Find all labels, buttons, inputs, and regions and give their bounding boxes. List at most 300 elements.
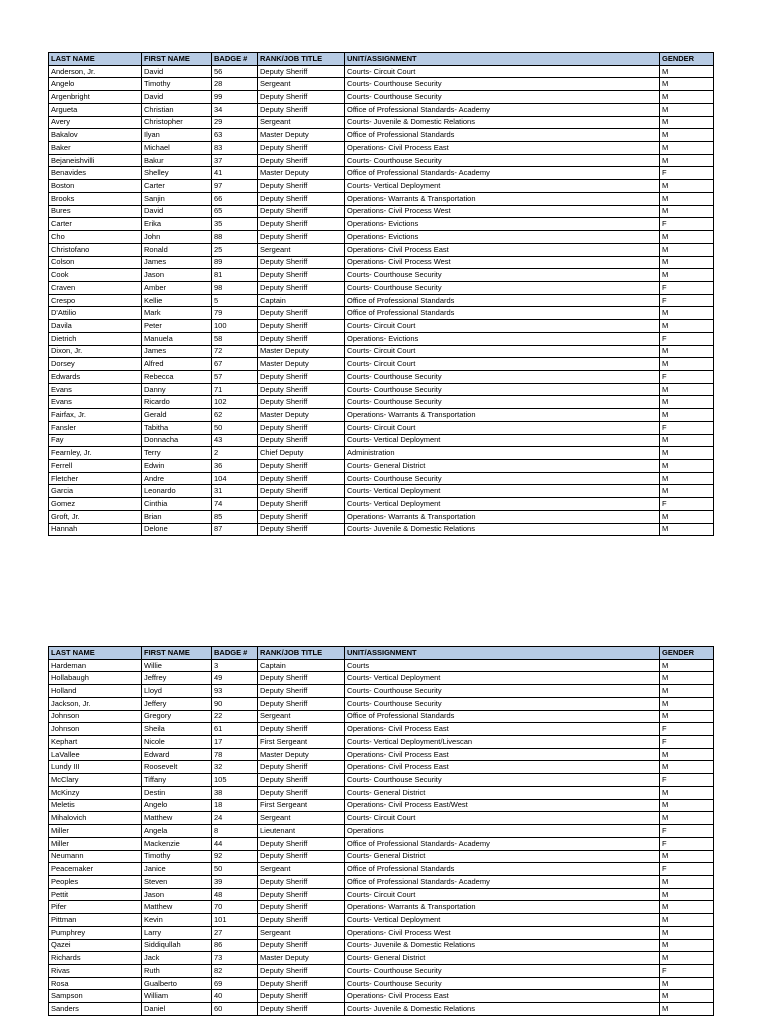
first-name-cell: Jason bbox=[142, 269, 212, 282]
header-row bbox=[49, 647, 714, 660]
gender-cell: M bbox=[660, 952, 714, 965]
gender-cell: M bbox=[660, 142, 714, 155]
rank-cell: Deputy Sheriff bbox=[258, 977, 345, 990]
table-row bbox=[49, 167, 714, 180]
table-row bbox=[49, 269, 714, 282]
table-row bbox=[49, 332, 714, 345]
roster-table-2 bbox=[48, 646, 714, 1016]
unit-cell: Courts- Vertical Deployment bbox=[345, 498, 660, 511]
last-name-cell: Pittman bbox=[49, 914, 142, 927]
gender-cell: M bbox=[660, 154, 714, 167]
first-name-cell: Mark bbox=[142, 307, 212, 320]
first-name-cell: Matthew bbox=[142, 901, 212, 914]
badge-cell: 29 bbox=[212, 116, 258, 129]
badge-cell: 31 bbox=[212, 485, 258, 498]
header-first-name: FIRST NAME bbox=[142, 53, 212, 66]
table-row bbox=[49, 218, 714, 231]
first-name-cell: Shelley bbox=[142, 167, 212, 180]
rank-cell: Deputy Sheriff bbox=[258, 370, 345, 383]
badge-cell: 82 bbox=[212, 964, 258, 977]
badge-cell: 81 bbox=[212, 269, 258, 282]
gender-cell: M bbox=[660, 78, 714, 91]
gender-cell: M bbox=[660, 91, 714, 104]
table-row bbox=[49, 180, 714, 193]
first-name-cell: Bakur bbox=[142, 154, 212, 167]
gender-cell: M bbox=[660, 256, 714, 269]
rank-cell: Sergeant bbox=[258, 710, 345, 723]
badge-cell: 85 bbox=[212, 510, 258, 523]
last-name-cell: Craven bbox=[49, 281, 142, 294]
first-name-cell: Lloyd bbox=[142, 685, 212, 698]
badge-cell: 18 bbox=[212, 799, 258, 812]
unit-cell: Office of Professional Standards- Academy bbox=[345, 875, 660, 888]
rank-cell: Deputy Sheriff bbox=[258, 91, 345, 104]
first-name-cell: Jeffery bbox=[142, 697, 212, 710]
gender-cell: M bbox=[660, 231, 714, 244]
badge-cell: 3 bbox=[212, 659, 258, 672]
last-name-cell: Hannah bbox=[49, 523, 142, 536]
rank-cell: Sergeant bbox=[258, 116, 345, 129]
gender-cell: M bbox=[660, 345, 714, 358]
gender-cell: M bbox=[660, 914, 714, 927]
last-name-cell: Rosa bbox=[49, 977, 142, 990]
table-row bbox=[49, 875, 714, 888]
unit-cell: Courts- Courthouse Security bbox=[345, 472, 660, 485]
gender-cell: M bbox=[660, 786, 714, 799]
badge-cell: 49 bbox=[212, 672, 258, 685]
table-row bbox=[49, 710, 714, 723]
unit-cell: Courts- Courthouse Security bbox=[345, 383, 660, 396]
rank-cell: Master Deputy bbox=[258, 167, 345, 180]
unit-cell: Courts- Circuit Court bbox=[345, 358, 660, 371]
badge-cell: 5 bbox=[212, 294, 258, 307]
rank-cell: Sergeant bbox=[258, 243, 345, 256]
last-name-cell: Davila bbox=[49, 320, 142, 333]
first-name-cell: James bbox=[142, 256, 212, 269]
table-row bbox=[49, 685, 714, 698]
first-name-cell: Angela bbox=[142, 825, 212, 838]
unit-cell: Courts- Vertical Deployment bbox=[345, 914, 660, 927]
rank-cell: Deputy Sheriff bbox=[258, 685, 345, 698]
last-name-cell: Johnson bbox=[49, 723, 142, 736]
first-name-cell: Steven bbox=[142, 875, 212, 888]
gender-cell: M bbox=[660, 510, 714, 523]
gender-cell: M bbox=[660, 672, 714, 685]
unit-cell: Courts- General District bbox=[345, 952, 660, 965]
gender-cell: F bbox=[660, 837, 714, 850]
last-name-cell: Sampson bbox=[49, 990, 142, 1003]
first-name-cell: Gerald bbox=[142, 409, 212, 422]
gender-cell: M bbox=[660, 269, 714, 282]
table-row bbox=[49, 736, 714, 749]
table-row bbox=[49, 396, 714, 409]
table-row bbox=[49, 116, 714, 129]
last-name-cell: Crespo bbox=[49, 294, 142, 307]
gender-cell: F bbox=[660, 498, 714, 511]
table-row bbox=[49, 659, 714, 672]
badge-cell: 71 bbox=[212, 383, 258, 396]
badge-cell: 98 bbox=[212, 281, 258, 294]
gender-cell: F bbox=[660, 825, 714, 838]
badge-cell: 88 bbox=[212, 231, 258, 244]
first-name-cell: Jeffrey bbox=[142, 672, 212, 685]
unit-cell: Courts- General District bbox=[345, 460, 660, 473]
header-rank: RANK/JOB TITLE bbox=[258, 53, 345, 66]
badge-cell: 24 bbox=[212, 812, 258, 825]
table-row bbox=[49, 761, 714, 774]
badge-cell: 61 bbox=[212, 723, 258, 736]
last-name-cell: McKinzy bbox=[49, 786, 142, 799]
header-gender: GENDER bbox=[660, 53, 714, 66]
unit-cell: Courts- Courthouse Security bbox=[345, 964, 660, 977]
unit-cell: Operations- Civil Process East bbox=[345, 748, 660, 761]
unit-cell: Office of Professional Standards bbox=[345, 863, 660, 876]
table-row bbox=[49, 65, 714, 78]
table-row bbox=[49, 231, 714, 244]
table-row bbox=[49, 939, 714, 952]
last-name-cell: Edwards bbox=[49, 370, 142, 383]
last-name-cell: Argueta bbox=[49, 103, 142, 116]
last-name-cell: Cook bbox=[49, 269, 142, 282]
badge-cell: 56 bbox=[212, 65, 258, 78]
last-name-cell: Bejaneishvilli bbox=[49, 154, 142, 167]
rank-cell: Deputy Sheriff bbox=[258, 498, 345, 511]
first-name-cell: Edward bbox=[142, 748, 212, 761]
unit-cell: Courts- Courthouse Security bbox=[345, 91, 660, 104]
table-row bbox=[49, 850, 714, 863]
badge-cell: 86 bbox=[212, 939, 258, 952]
rank-cell: Deputy Sheriff bbox=[258, 914, 345, 927]
unit-cell: Courts- Courthouse Security bbox=[345, 774, 660, 787]
last-name-cell: Hardeman bbox=[49, 659, 142, 672]
last-name-cell: Carter bbox=[49, 218, 142, 231]
rank-cell: Deputy Sheriff bbox=[258, 192, 345, 205]
first-name-cell: John bbox=[142, 231, 212, 244]
first-name-cell: Danny bbox=[142, 383, 212, 396]
first-name-cell: Timothy bbox=[142, 78, 212, 91]
rank-cell: Deputy Sheriff bbox=[258, 472, 345, 485]
unit-cell: Courts- Circuit Court bbox=[345, 888, 660, 901]
first-name-cell: Destin bbox=[142, 786, 212, 799]
unit-cell: Courts- Courthouse Security bbox=[345, 154, 660, 167]
badge-cell: 37 bbox=[212, 154, 258, 167]
last-name-cell: Bakalov bbox=[49, 129, 142, 142]
gender-cell: M bbox=[660, 710, 714, 723]
table-row bbox=[49, 358, 714, 371]
badge-cell: 22 bbox=[212, 710, 258, 723]
unit-cell: Courts- Juvenile & Domestic Relations bbox=[345, 116, 660, 129]
table-row bbox=[49, 205, 714, 218]
unit-cell: Courts- Courthouse Security bbox=[345, 977, 660, 990]
gender-cell: M bbox=[660, 799, 714, 812]
last-name-cell: Garcia bbox=[49, 485, 142, 498]
badge-cell: 89 bbox=[212, 256, 258, 269]
badge-cell: 99 bbox=[212, 91, 258, 104]
first-name-cell: Kevin bbox=[142, 914, 212, 927]
unit-cell: Courts- Juvenile & Domestic Relations bbox=[345, 1003, 660, 1016]
unit-cell: Courts- Courthouse Security bbox=[345, 370, 660, 383]
table-row bbox=[49, 485, 714, 498]
badge-cell: 87 bbox=[212, 523, 258, 536]
first-name-cell: Donnacha bbox=[142, 434, 212, 447]
first-name-cell: Willie bbox=[142, 659, 212, 672]
gender-cell: F bbox=[660, 421, 714, 434]
header-unit: UNIT/ASSIGNMENT bbox=[345, 647, 660, 660]
first-name-cell: Andre bbox=[142, 472, 212, 485]
unit-cell: Courts- General District bbox=[345, 786, 660, 799]
badge-cell: 69 bbox=[212, 977, 258, 990]
rank-cell: Deputy Sheriff bbox=[258, 761, 345, 774]
roster-table-1 bbox=[48, 52, 714, 536]
badge-cell: 57 bbox=[212, 370, 258, 383]
last-name-cell: Miller bbox=[49, 825, 142, 838]
unit-cell: Operations- Warrants & Transportation bbox=[345, 510, 660, 523]
badge-cell: 41 bbox=[212, 167, 258, 180]
last-name-cell: Johnson bbox=[49, 710, 142, 723]
last-name-cell: Christofano bbox=[49, 243, 142, 256]
table-row bbox=[49, 192, 714, 205]
rank-cell: Deputy Sheriff bbox=[258, 281, 345, 294]
unit-cell: Operations- Civil Process West bbox=[345, 926, 660, 939]
badge-cell: 74 bbox=[212, 498, 258, 511]
unit-cell: Operations- Civil Process West bbox=[345, 205, 660, 218]
unit-cell: Operations- Civil Process East bbox=[345, 142, 660, 155]
unit-cell: Operations- Civil Process East bbox=[345, 243, 660, 256]
badge-cell: 63 bbox=[212, 129, 258, 142]
rank-cell: Deputy Sheriff bbox=[258, 180, 345, 193]
rank-cell: Deputy Sheriff bbox=[258, 231, 345, 244]
first-name-cell: James bbox=[142, 345, 212, 358]
badge-cell: 25 bbox=[212, 243, 258, 256]
table-row bbox=[49, 977, 714, 990]
last-name-cell: Kephart bbox=[49, 736, 142, 749]
first-name-cell: Christopher bbox=[142, 116, 212, 129]
first-name-cell: Jason bbox=[142, 888, 212, 901]
badge-cell: 90 bbox=[212, 697, 258, 710]
gender-cell: M bbox=[660, 116, 714, 129]
rank-cell: Deputy Sheriff bbox=[258, 939, 345, 952]
unit-cell: Courts- General District bbox=[345, 850, 660, 863]
first-name-cell: Mackenzie bbox=[142, 837, 212, 850]
gender-cell: M bbox=[660, 447, 714, 460]
first-name-cell: Larry bbox=[142, 926, 212, 939]
rank-cell: Deputy Sheriff bbox=[258, 875, 345, 888]
last-name-cell: LaVallee bbox=[49, 748, 142, 761]
first-name-cell: David bbox=[142, 65, 212, 78]
rank-cell: Master Deputy bbox=[258, 129, 345, 142]
badge-cell: 78 bbox=[212, 748, 258, 761]
last-name-cell: Dietrich bbox=[49, 332, 142, 345]
last-name-cell: Sanders bbox=[49, 1003, 142, 1016]
table-row bbox=[49, 78, 714, 91]
badge-cell: 28 bbox=[212, 78, 258, 91]
first-name-cell: Amber bbox=[142, 281, 212, 294]
last-name-cell: Peacemaker bbox=[49, 863, 142, 876]
last-name-cell: Peoples bbox=[49, 875, 142, 888]
gender-cell: M bbox=[660, 888, 714, 901]
rank-cell: Deputy Sheriff bbox=[258, 256, 345, 269]
rank-cell: Sergeant bbox=[258, 78, 345, 91]
table-row bbox=[49, 243, 714, 256]
table-row bbox=[49, 990, 714, 1003]
unit-cell: Operations- Evictions bbox=[345, 332, 660, 345]
unit-cell: Administration bbox=[345, 447, 660, 460]
gender-cell: M bbox=[660, 434, 714, 447]
gender-cell: F bbox=[660, 294, 714, 307]
first-name-cell: Siddiqullah bbox=[142, 939, 212, 952]
table-row bbox=[49, 964, 714, 977]
last-name-cell: Lundy III bbox=[49, 761, 142, 774]
rank-cell: Deputy Sheriff bbox=[258, 307, 345, 320]
gender-cell: M bbox=[660, 875, 714, 888]
table-row bbox=[49, 1003, 714, 1016]
unit-cell: Courts- Juvenile & Domestic Relations bbox=[345, 939, 660, 952]
gender-cell: M bbox=[660, 460, 714, 473]
table-row bbox=[49, 320, 714, 333]
table-row bbox=[49, 914, 714, 927]
rank-cell: Deputy Sheriff bbox=[258, 269, 345, 282]
table-row bbox=[49, 926, 714, 939]
table-row bbox=[49, 129, 714, 142]
badge-cell: 67 bbox=[212, 358, 258, 371]
badge-cell: 73 bbox=[212, 952, 258, 965]
rank-cell: Deputy Sheriff bbox=[258, 205, 345, 218]
first-name-cell: Ilyan bbox=[142, 129, 212, 142]
rank-cell: Deputy Sheriff bbox=[258, 697, 345, 710]
last-name-cell: Hollabaugh bbox=[49, 672, 142, 685]
first-name-cell: William bbox=[142, 990, 212, 1003]
last-name-cell: Miller bbox=[49, 837, 142, 850]
header-gender: GENDER bbox=[660, 647, 714, 660]
last-name-cell: Jackson, Jr. bbox=[49, 697, 142, 710]
rank-cell: Deputy Sheriff bbox=[258, 774, 345, 787]
first-name-cell: Gregory bbox=[142, 710, 212, 723]
gender-cell: M bbox=[660, 977, 714, 990]
unit-cell: Operations- Civil Process East bbox=[345, 723, 660, 736]
badge-cell: 102 bbox=[212, 396, 258, 409]
first-name-cell: Edwin bbox=[142, 460, 212, 473]
last-name-cell: McClary bbox=[49, 774, 142, 787]
table-row bbox=[49, 447, 714, 460]
table-row bbox=[49, 837, 714, 850]
table-row bbox=[49, 281, 714, 294]
rank-cell: Deputy Sheriff bbox=[258, 460, 345, 473]
last-name-cell: Evans bbox=[49, 383, 142, 396]
rank-cell: Deputy Sheriff bbox=[258, 154, 345, 167]
unit-cell: Courts- Courthouse Security bbox=[345, 697, 660, 710]
last-name-cell: Boston bbox=[49, 180, 142, 193]
gender-cell: M bbox=[660, 103, 714, 116]
first-name-cell: Nicole bbox=[142, 736, 212, 749]
header-first-name: FIRST NAME bbox=[142, 647, 212, 660]
table-row bbox=[49, 421, 714, 434]
unit-cell: Operations- Civil Process East bbox=[345, 990, 660, 1003]
table-row bbox=[49, 409, 714, 422]
gender-cell: M bbox=[660, 129, 714, 142]
gender-cell: M bbox=[660, 192, 714, 205]
unit-cell: Courts- Vertical Deployment/Livescan bbox=[345, 736, 660, 749]
first-name-cell: Tabitha bbox=[142, 421, 212, 434]
table-row bbox=[49, 370, 714, 383]
rank-cell: First Sergeant bbox=[258, 799, 345, 812]
badge-cell: 93 bbox=[212, 685, 258, 698]
gender-cell: M bbox=[660, 850, 714, 863]
rank-cell: Captain bbox=[258, 659, 345, 672]
header-unit: UNIT/ASSIGNMENT bbox=[345, 53, 660, 66]
last-name-cell: Pettit bbox=[49, 888, 142, 901]
last-name-cell: Richards bbox=[49, 952, 142, 965]
unit-cell: Courts- Vertical Deployment bbox=[345, 434, 660, 447]
unit-cell: Operations bbox=[345, 825, 660, 838]
rank-cell: Master Deputy bbox=[258, 358, 345, 371]
rank-cell: Master Deputy bbox=[258, 952, 345, 965]
rank-cell: Master Deputy bbox=[258, 748, 345, 761]
rank-cell: Deputy Sheriff bbox=[258, 990, 345, 1003]
unit-cell: Courts- Courthouse Security bbox=[345, 685, 660, 698]
gender-cell: M bbox=[660, 180, 714, 193]
unit-cell: Office of Professional Standards bbox=[345, 294, 660, 307]
table-row bbox=[49, 723, 714, 736]
gender-cell: M bbox=[660, 685, 714, 698]
rank-cell: Deputy Sheriff bbox=[258, 901, 345, 914]
first-name-cell: Sheila bbox=[142, 723, 212, 736]
badge-cell: 100 bbox=[212, 320, 258, 333]
unit-cell: Operations- Civil Process East bbox=[345, 761, 660, 774]
unit-cell: Courts- Circuit Court bbox=[345, 320, 660, 333]
rank-cell: Sergeant bbox=[258, 926, 345, 939]
gender-cell: F bbox=[660, 167, 714, 180]
unit-cell: Office of Professional Standards- Academy bbox=[345, 103, 660, 116]
table-row bbox=[49, 91, 714, 104]
unit-cell: Operations- Warrants & Transportation bbox=[345, 409, 660, 422]
badge-cell: 65 bbox=[212, 205, 258, 218]
gender-cell: F bbox=[660, 332, 714, 345]
first-name-cell: Michael bbox=[142, 142, 212, 155]
badge-cell: 72 bbox=[212, 345, 258, 358]
last-name-cell: Fansler bbox=[49, 421, 142, 434]
gender-cell: M bbox=[660, 243, 714, 256]
badge-cell: 17 bbox=[212, 736, 258, 749]
rank-cell: Captain bbox=[258, 294, 345, 307]
rank-cell: Deputy Sheriff bbox=[258, 523, 345, 536]
badge-cell: 39 bbox=[212, 875, 258, 888]
table-row bbox=[49, 510, 714, 523]
table-row bbox=[49, 952, 714, 965]
rank-cell: Lieutenant bbox=[258, 825, 345, 838]
badge-cell: 83 bbox=[212, 142, 258, 155]
header-badge: BADGE # bbox=[212, 53, 258, 66]
badge-cell: 50 bbox=[212, 863, 258, 876]
unit-cell: Courts- Courthouse Security bbox=[345, 78, 660, 91]
unit-cell: Office of Professional Standards- Academy bbox=[345, 837, 660, 850]
first-name-cell: Sanjin bbox=[142, 192, 212, 205]
gender-cell: F bbox=[660, 370, 714, 383]
gender-cell: M bbox=[660, 358, 714, 371]
gender-cell: M bbox=[660, 761, 714, 774]
table-row bbox=[49, 472, 714, 485]
gender-cell: M bbox=[660, 1003, 714, 1016]
gender-cell: M bbox=[660, 926, 714, 939]
unit-cell: Courts bbox=[345, 659, 660, 672]
badge-cell: 8 bbox=[212, 825, 258, 838]
rank-cell: Deputy Sheriff bbox=[258, 510, 345, 523]
rank-cell: Deputy Sheriff bbox=[258, 434, 345, 447]
rank-cell: Deputy Sheriff bbox=[258, 65, 345, 78]
first-name-cell: David bbox=[142, 91, 212, 104]
last-name-cell: Pifer bbox=[49, 901, 142, 914]
rank-cell: Chief Deputy bbox=[258, 447, 345, 460]
last-name-cell: Fearnley, Jr. bbox=[49, 447, 142, 460]
